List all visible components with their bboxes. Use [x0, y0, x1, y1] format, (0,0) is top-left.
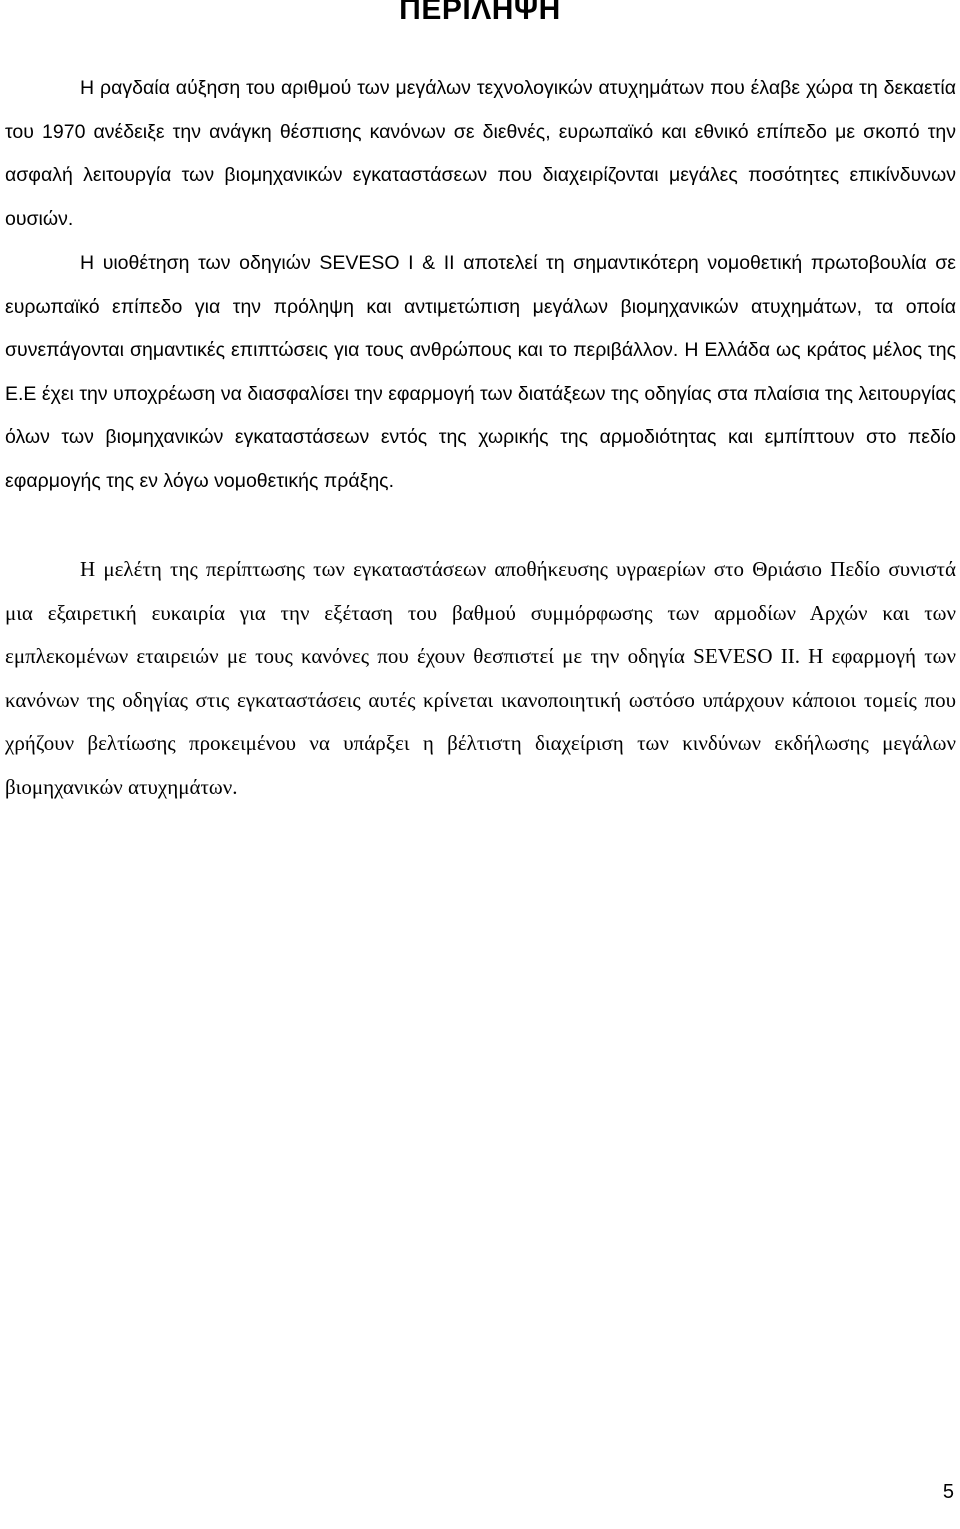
page-number: 5 [942, 1481, 954, 1503]
paragraph-intro: Η ραγδαία αύξηση του αριθμού των μεγάλων τεχνολογικών ατυχημάτων που έλαβε χώρα τη δεκαετία του 1970 ανέδειξε την ανάγκη θέσπισης κανόνων σε διεθνές, ευρωπαϊκό και εθνικό επίπεδο με σκοπό την ασφαλή λειτουργία των βιομηχανικών εγκαταστάσεων που διαχειρίζονται μεγάλες ποσότητες επικίνδυνων ουσιών. [5, 77, 956, 230]
page-title: ΠΕΡΙΛΗΨΗ [399, 0, 561, 26]
paragraph-seveso: Η υιοθέτηση των οδηγιών SEVESO I & II αποτελεί τη σημαντικότερη νομοθετική πρωτοβουλία σε ευρωπαϊκό επίπεδο για την πρόληψη και αντιμετώπιση μεγάλων βιομηχανικών ατυχημάτων, τα οποία συνεπάγονται σημαντικές επιπτώσεις για τους ανθρώπους και το περιβάλλον. Η Ελλάδα ως κράτος μέλος της Ε.Ε έχει την υποχρέωση να διασφαλίσει την εφαρμογή των διατάξεων της οδηγίας στα πλαίσια της λειτουργίας όλων των βιομηχανικών εγκαταστάσεων εντός της χωρικής της αρμοδιότητας και εμπίπτουν στο πεδίο εφαρμογής της εν λόγω νομοθετικής πράξης. [5, 252, 956, 492]
paragraph-case-study: Η μελέτη της περίπτωσης των εγκαταστάσεων αποθήκευσης υγραερίων στο Θριάσιο Πεδίο συνιστά μια εξαιρετική ευκαιρία για την εξέταση του βαθμού συμμόρφωσης των αρμοδίων Αρχών και των εμπλεκομένων εταιρειών με τους κανόνες που έχουν θεσπιστεί με την οδηγία SEVESO II. Η εφαρμογή των κανόνων της οδηγίας στις εγκαταστάσεις αυτές κρίνεται ικανοποιητική ωστόσο υπάρχουν κάποιοι τομείς που χρήζουν βελτίωσης προκειμένου να υπάρξει η βέλτιστη διαχείριση των κινδύνων εκδήλωσης μεγάλων βιομηχανικών ατυχημάτων. [5, 557, 956, 799]
